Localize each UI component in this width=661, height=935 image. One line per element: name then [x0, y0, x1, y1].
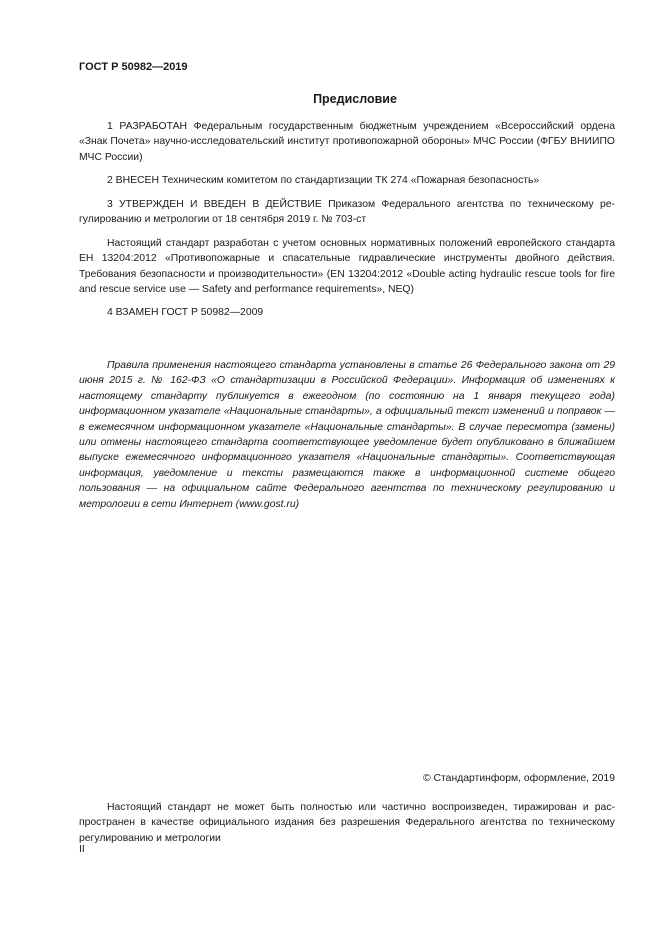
standard-code: ГОСТ Р 50982—2019: [79, 61, 188, 73]
application-rules-notice: [79, 358, 615, 512]
paragraph-text: 3 УТВЕРЖДЕН И ВВЕДЕН В ДЕЙСТВИЕ Приказом Федерального агентства по техническому регулированию и метрологии от 18 сентября 2019 г. № 703-ст: [79, 199, 615, 226]
notice-text: Настоящий стандарт не может быть полностью или частично воспроизведен, тиражирован и распространен в качестве официального издания без разрешения Федерального агентства по техническому регулированию и метрологии: [79, 802, 615, 844]
paragraph-introduced-by: [79, 173, 615, 188]
page-number: II: [79, 844, 85, 855]
paragraph-text: 1 РАЗРАБОТАН Федеральным государственным бюджетным учреждением «Всероссийский ордена «Знак Почета» научно-исследовательский институт противопожарной обороны» МЧС России (ФГБУ ВНИИПО МЧС России): [79, 121, 615, 163]
paragraph-text: 4 ВЗАМЕН ГОСТ Р 50982—2009: [107, 307, 264, 318]
reproduction-notice: [79, 800, 615, 846]
notice-text: Правила применения настоящего стандарта установлены в статье 26 Федерального закона от 29 июня 2015 г. № 162-ФЗ «О стандартизации в Российской Федерации». Информация об изменениях к настоящему стандарту публикуется в ежегодном (по состоянию на 1 января текущего года) информационном указателе «Национальные стандарты», а официальный текст изменений и поправок — в ежемесячном информационном указателе «Национальные стандарты». В случае пересмотра (замены) или отмены настоящего стандарта соответствующее уведомление будет опубликовано в ближайшем выпуске ежемесячного информационного указателя «Национальные стандарты». Соответствующая информация, уведомление и тексты размещаются также в информационной системе общего пользования — на официальном сайте Федерального агентства по техническому регулированию и метрологии в сети Интернет (www.gost.ru): [79, 360, 615, 510]
paragraph-replaces: [79, 305, 615, 320]
page-title: Предисловие: [313, 92, 397, 106]
paragraph-text: Настоящий стандарт разработан с учетом основных нормативных положений европейского стандарта ЕН 13204:2012 «Противопожарные и спасательные гидравлические инструменты двойного действия. Требования безопасности и производительности» (EN 13204:2012 «Double acting hydraulic rescue tools for fire and rescue service use — Safety and performance requirements», NEQ): [79, 238, 615, 296]
paragraph-developed-by: [79, 119, 615, 165]
copyright-line: © Стандартинформ, оформление, 2019: [422, 773, 615, 784]
paragraph-approved: [79, 197, 615, 228]
paragraph-text: 2 ВНЕСЕН Техническим комитетом по стандартизации ТК 274 «Пожарная безопасность»: [107, 175, 540, 186]
paragraph-based-on-standard: [79, 236, 615, 298]
